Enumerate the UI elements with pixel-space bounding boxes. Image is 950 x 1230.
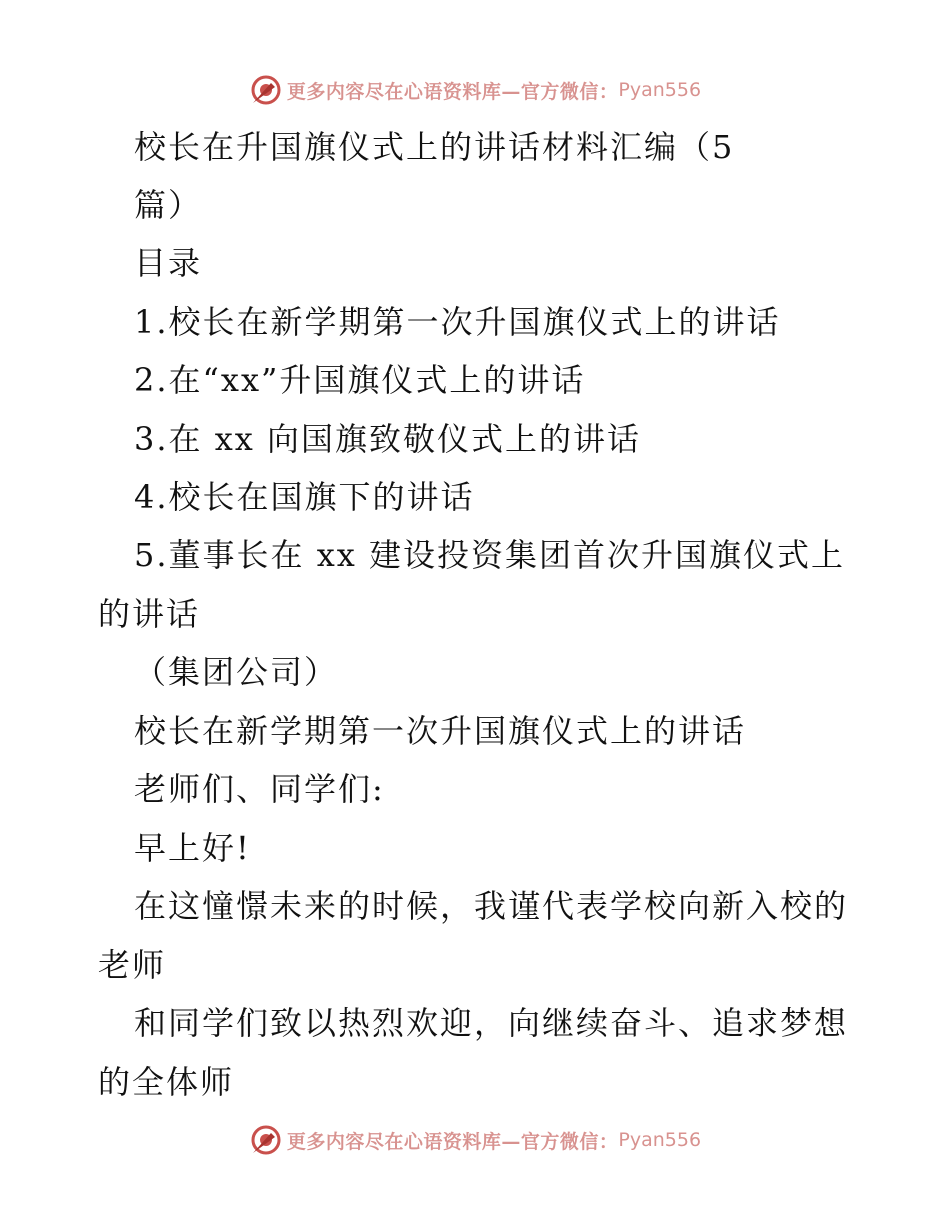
toc-item-5-continued: 的讲话: [98, 595, 201, 633]
pen-logo-icon: [249, 1123, 283, 1157]
document-title-line2: 篇）: [134, 186, 203, 224]
paragraph-2-line1: 和同学们致以热烈欢迎，向继续奋斗、追求梦想: [134, 1004, 849, 1042]
pen-logo-icon: [249, 73, 283, 107]
paragraph-2-line2: 的全体师: [98, 1063, 235, 1101]
banner-text: 更多内容尽在心语资料库—官方微信：: [286, 80, 619, 103]
toc-item-5-note: （集团公司）: [134, 653, 339, 691]
toc-item-5: 5.董事长在 xx 建设投资集团首次升国旗仪式上: [134, 536, 845, 574]
banner-text: 更多内容尽在心语资料库—官方微信：: [286, 1130, 619, 1153]
toc-item-3: 3.在 xx 向国旗致敬仪式上的讲话: [134, 420, 641, 458]
header-banner: [0, 70, 950, 110]
salutation: 老师们、同学们:: [134, 770, 385, 808]
toc-item-2: 2.在“xx”升国旗仪式上的讲话: [134, 361, 586, 399]
toc-heading: 目录: [134, 244, 203, 282]
banner-contact: Pyan556: [618, 1129, 702, 1151]
section-title: 校长在新学期第一次升国旗仪式上的讲话: [134, 712, 747, 750]
toc-item-4: 4.校长在国旗下的讲话: [134, 478, 475, 516]
paragraph-1-line2: 老师: [98, 946, 167, 984]
footer-banner: [0, 1120, 950, 1160]
greeting: 早上好!: [134, 829, 251, 867]
paragraph-1-line1: 在这憧憬未来的时候，我谨代表学校向新入校的: [134, 887, 849, 925]
toc-item-1: 1.校长在新学期第一次升国旗仪式上的讲话: [134, 303, 781, 341]
document-title-line1: 校长在升国旗仪式上的讲话材料汇编（5: [134, 128, 735, 166]
banner-contact: Pyan556: [618, 79, 702, 101]
